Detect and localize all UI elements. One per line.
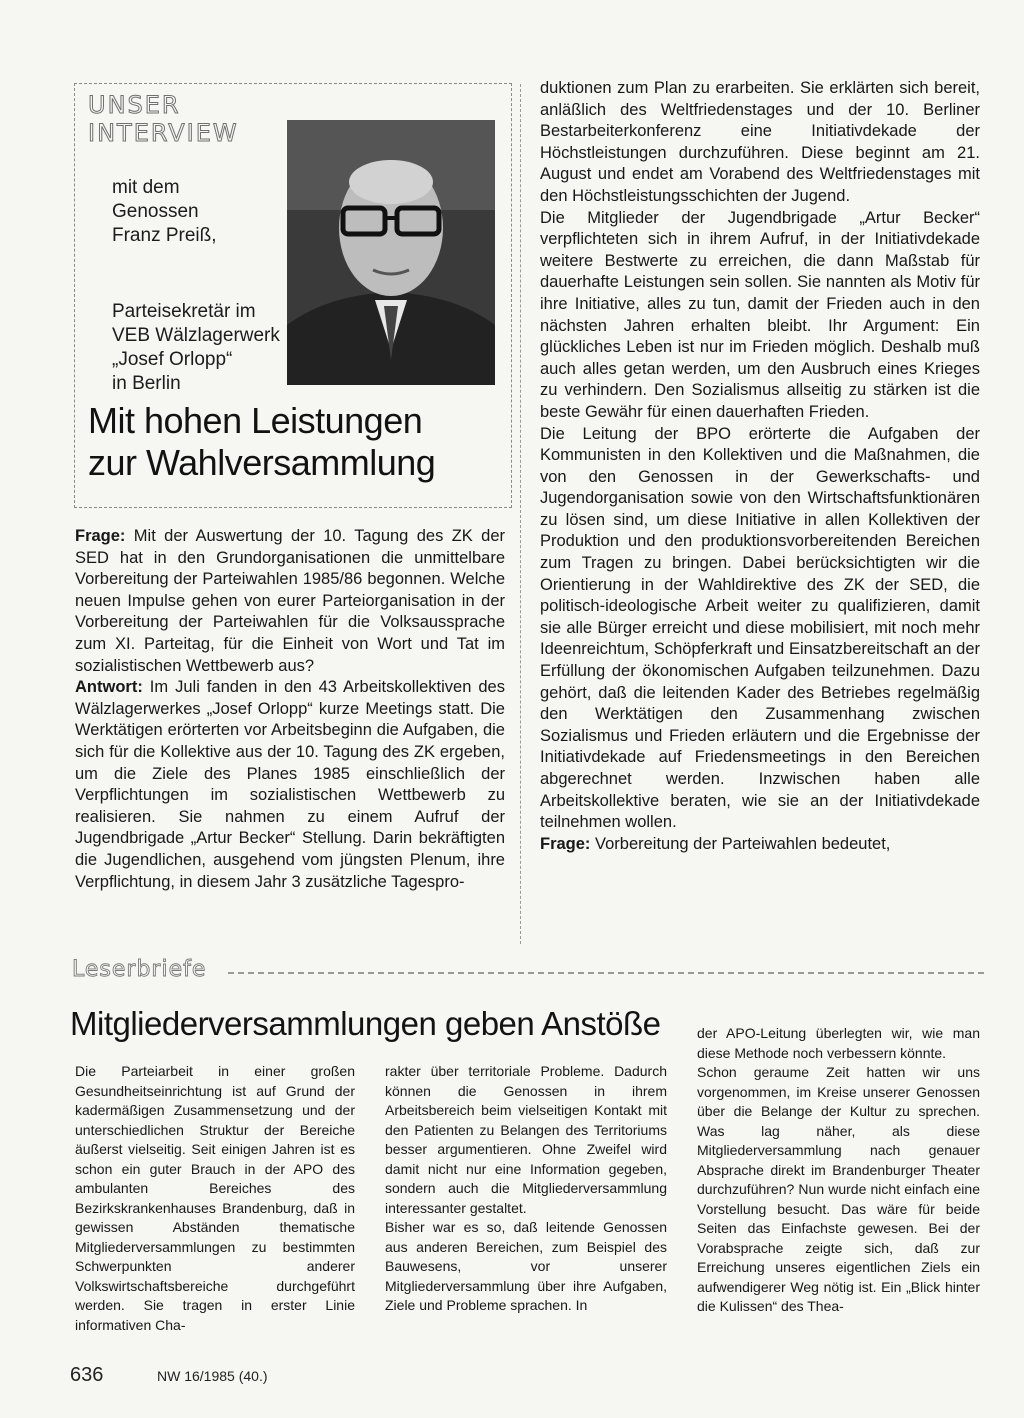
issue-reference: NW 16/1985 (40.) [157,1368,268,1384]
portrait-photo [287,120,495,385]
interview-paragraph [540,78,980,208]
letters-paragraph: Schon geraume Zeit hatten wir uns vorgenommen, im Kreise unserer Genossen über die Belange der Kultur zu sprechen. Was lag näher, als diese Mitgliederversammlung nach genauer Absprache direkt im Brandenburger Theater durchzuführen? Nun wurde nicht einfach eine Vorstellung besucht. Das wäre für beide Seiten das Einfachste gewesen. Bei der Vorabsprache zeigte sich, daß zur Erreichung unseres eigentlichen Ziels ein aufwendigerer Weg nötig ist. Ein „Blick hinter die Kulissen“ des Thea- [697,1064,980,1314]
letters-paragraph: rakter über territoriale Probleme. Dadurch können die Genossen in ihrem Arbeitsbereich beim vielseitigen Kontakt mit den Patienten zu Belangen des Territoriums besser argumentieren. Ohne Zweifel wird damit nicht nur eine Information gegeben, sondern auch die Mitgliederversammlung interessanter gestaltet. [385,1063,667,1216]
interview-headline [88,400,435,484]
interview-kicker-line1: UNSER [88,91,181,119]
interview-paragraph [540,424,980,834]
paragraph-text: Mit der Auswertung der 10. Tagung des ZK der SED hat in den Grundorganisationen die unmittelbare Vorbereitung der Parteiwahlen 1985/86 begonnen. Welche neuen Impulse gehen von eurer Parteiorganisation in der Vorbereitung der Parteiwahlen für die Volksaussprache zum XI. Parteitag, für die Einheit von Wort und Tat im sozialistischen Wettbewerb aus? [75,527,505,675]
interview-paragraph [75,677,505,893]
role-line: Parteisekretär im [112,301,256,322]
intro-line: Franz Preiß, [112,225,217,246]
letters-title: Mitgliederversammlungen geben Anstöße [70,1005,661,1042]
paragraph-label: Frage: [540,834,591,853]
paragraph-label: Antwort: [75,678,143,697]
interviewee-role [112,300,280,396]
role-line: VEB Wälzlagerwerk [112,325,280,346]
letters-column-2 [385,1062,667,1316]
intro-line: mit dem [112,177,180,198]
headline-line: zur Wahlversammlung [88,442,436,483]
intro-line: Genossen [112,201,199,222]
paragraph-text: Die Mitglieder der Jugendbrigade „Artur Becker“ verpflichteten sich in ihrem Aufruf, in der Initiativdekade weitere Bestwerte zu erreichen, die dann Maßstab für dauerhafte Leistungen sein sollen. Sie nannten als Motiv für ihre Initiative, alles zu tun, damit der Frieden auch in den nächsten Jahren erhalten bleibt. Ihr Argument: Ein glückliches Leben ist nur im Frieden möglich. Deshalb muß auch alles getan werden, um den Ausbruch eines Krieges zu verhindern. Den Sozialismus allseitig zu stärken ist die beste Gewähr für einen dauerhaften Frieden. [540,208,980,421]
paragraph-text: Vorbereitung der Parteiwahlen bedeutet, [590,834,891,853]
interview-kicker-line2: INTERVIEW [88,119,239,147]
interview-left-column [75,526,505,893]
paragraph-text: Die Leitung der BPO erörterte die Aufgaben der Kommunisten in den Kollektiven und die Maßnahmen, die von den Genossen in der Gewerkschafts- und Jugendorganisation sowie von den Wirtschaftsfunktionären zu lösen sind, um diese Initiative in allen Kollektiven der Produktion und den produktionsvorbereitenden Bereichen zum Tragen zu bringen. Dabei berücksichtigten wir die Orientierung in der Wahldirektive des ZK der SED, die politisch-ideologische Arbeit weiter zu qualifizieren, damit sie alle Bürger erreicht und diese mobilisiert, mit noch mehr Ideenreichtum, Schöpferkraft und Einsatzbereitschaft an der Erfüllung der ökonomischen Aufgaben teilzunehmen. Dazu gehört, daß die leitenden Kader des Betriebes regelmäßig den Werktätigen den Zusammenhang zwischen Sozialismus und Frieden erläutern und die Ergebnisse der Initiativdekade auf Friedensmeetings in den Bereichen abgerechnet werden. Inzwischen haben alle Arbeitskollektive beraten, wie sie an der Initiativdekade teilnehmen wollen. [540,424,980,832]
interview-right-column [540,78,980,855]
interview-paragraph [75,526,505,677]
portrait-illustration [287,120,495,385]
letters-column-3 [697,1024,980,1317]
interviewee-intro [112,176,217,248]
interview-paragraph [540,208,980,424]
letters-paragraph: der APO-Leitung überlegten wir, wie man diese Methode noch verbessern könnte. [697,1025,980,1061]
section-label-leserbriefe: Leserbriefe [72,957,207,982]
letters-paragraph: Die Parteiarbeit in einer großen Gesundheitseinrichtung ist auf Grund der kadermäßigen Zusammensetzung und der unterschiedlichen Struktur der Bereiche äußerst vielseitig. Seit einigen Jahren ist es schon ein guter Brauch in der APO des ambulanten Bereiches des Bezirkskrankenhauses Brandenburg, daß in gewissen Abständen thematische Mitgliederversammlungen zu bestimmten Schwerpunkten anderer Volkswirtschaftsbereiche durchgeführt werden. Sie tragen in erster Linie informativen Cha- [75,1063,355,1333]
headline-line: Mit hohen Leistungen [88,400,423,441]
letters-paragraph: Bisher war es so, daß leitende Genossen aus anderen Bereichen, zum Beispiel des Bauwesens, vor unserer Mitgliederversammlung über ihre Aufgaben, Ziele und Probleme sprachen. In [385,1219,667,1313]
role-line: in Berlin [112,373,181,394]
role-line: „Josef Orlopp“ [112,349,233,370]
section-rule [228,972,984,974]
page-number: 636 [70,1364,104,1386]
letters-column-1 [75,1062,355,1335]
paragraph-text: duktionen zum Plan zu erarbeiten. Sie erklärten sich bereit, anläßlich des Weltfriedenstages und der 10. Berliner Bestarbeiterkonferenz eine Initiativdekade der Höchstleistungen durchzuführen. Diese beginnt am 21. August und endet am Vorabend des Weltfriedenstages mit den Höchstleistungsschichten der Jugend. [540,79,980,205]
paragraph-label: Frage: [75,527,126,545]
paragraph-text: Im Juli fanden in den 43 Arbeitskollektiven des Wälzlagerwerkes „Josef Orlopp“ kurze Meetings statt. Die Werktätigen erörterten vor Arbeitsbeginn die Aufgaben, die sich für die Kollektive aus der 10. Tagung des ZK ergeben, um die Ziele des Planes 1985 einschließlich der Verpflichtungen im sozialistischen Wettbewerb zu realisieren. Sie nahmen zu einem Aufruf der Jugendbrigade „Artur Becker“ Stellung. Darin bekräftigten die Jugendlichen, ausgehend vom jüngsten Plenum, ihre Verpflichtung, in diesem Jahr 3 zusätzliche Tagespro- [75,678,505,891]
interview-paragraph [540,834,980,856]
column-divider [520,84,521,944]
